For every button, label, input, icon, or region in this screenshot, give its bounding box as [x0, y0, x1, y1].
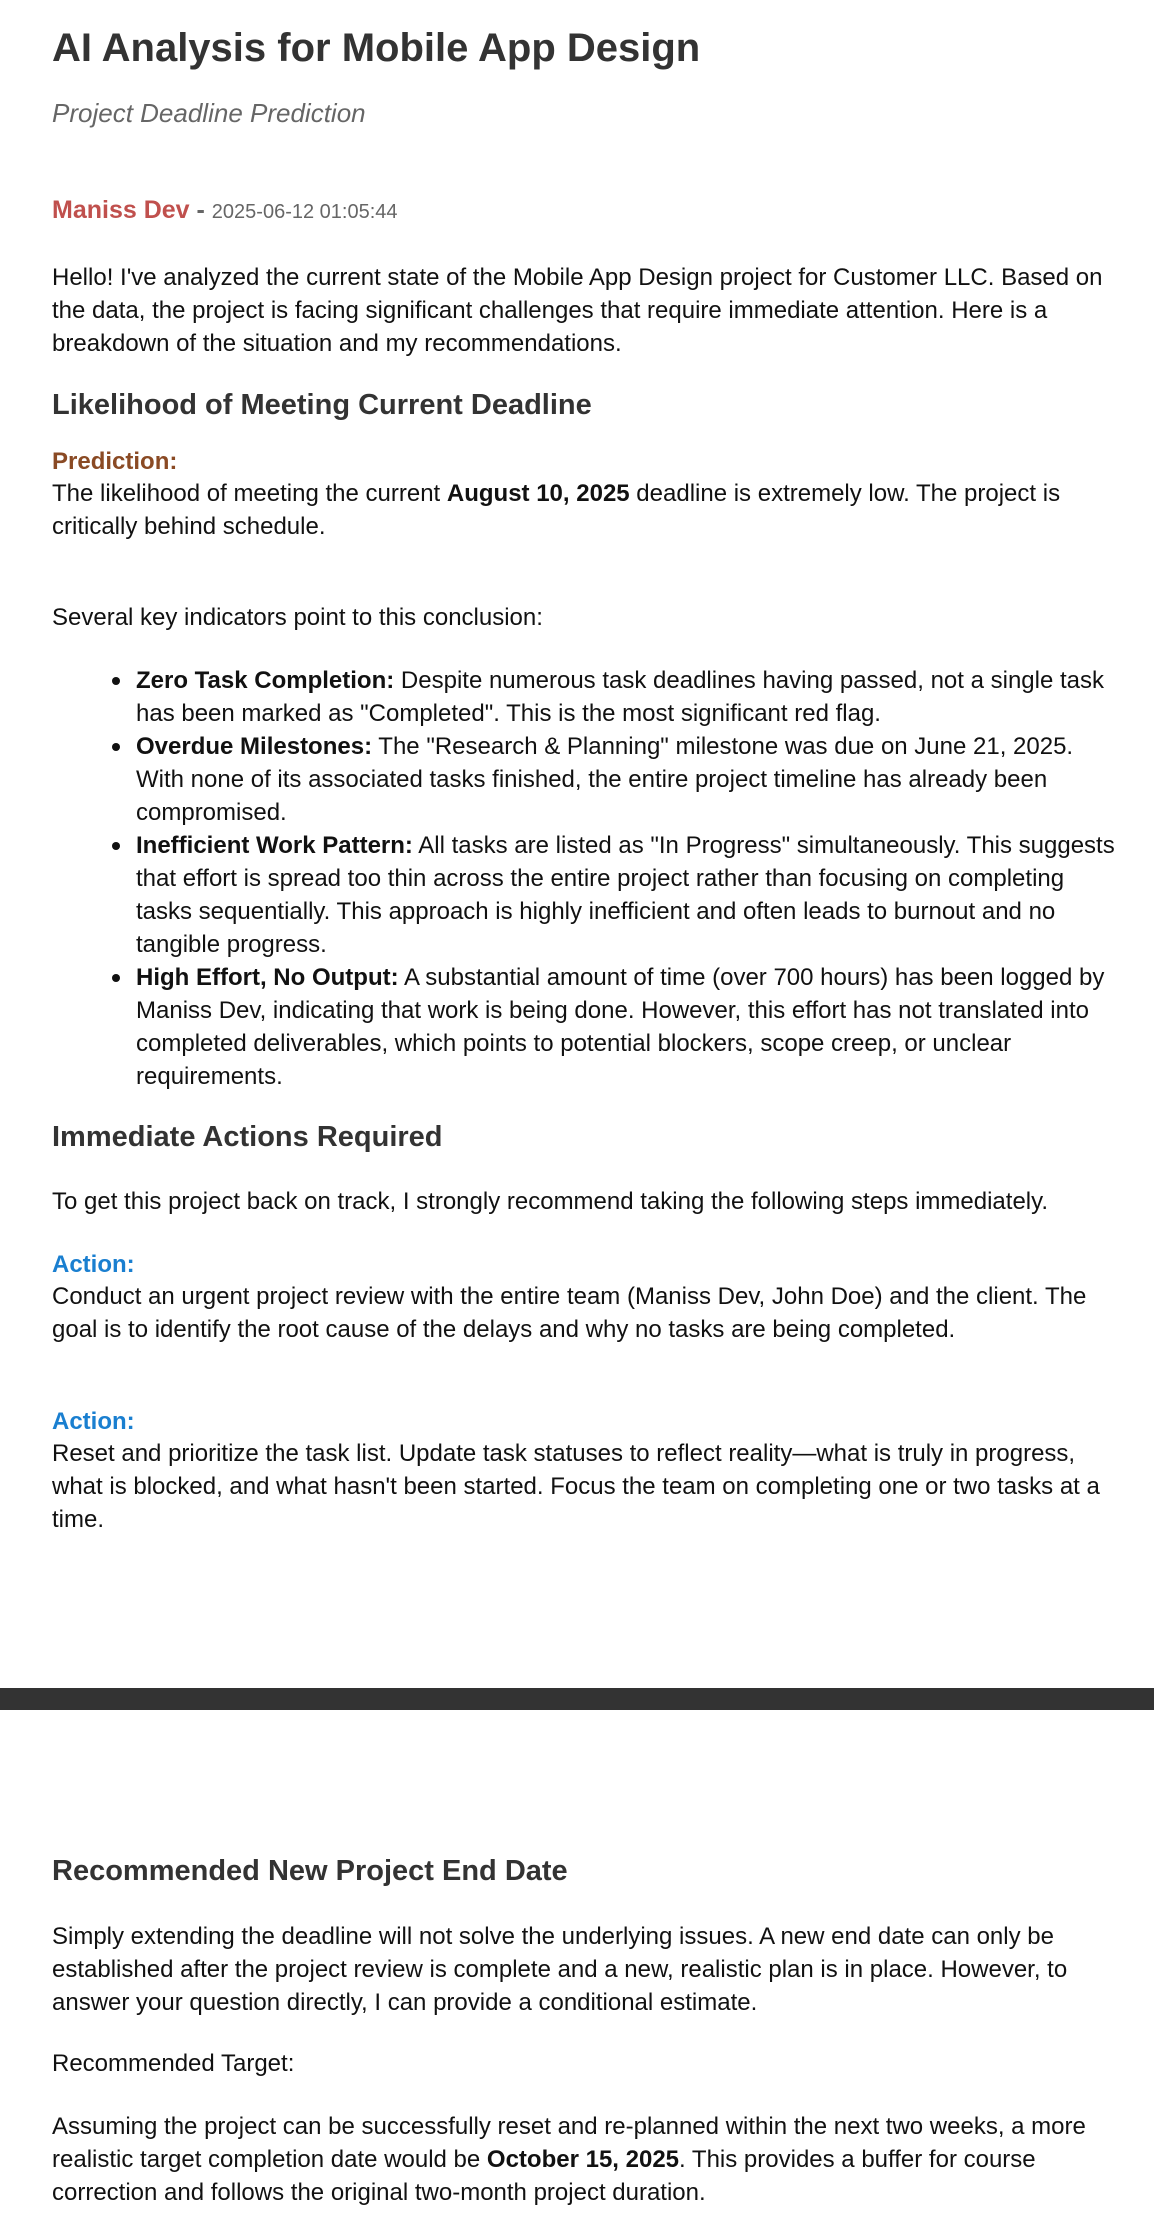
- list-item: High Effort, No Output: A substantial amount of time (over 700 hours) has been logged by Maniss Dev, indicating that work is being done. However, this effort has not translated into completed deliverables, which points to potential blockers, scope creep, or unclear requirements.: [136, 961, 1120, 1093]
- page-subtitle: Project Deadline Prediction: [52, 98, 366, 128]
- target-text: Assuming the project can be successfully reset and re-planned within the next two weeks, a more realistic target completion date would be October 15, 2025. This provides a buffer for course correction and follows the original two-month project duration.: [52, 2113, 1086, 2206]
- bullet-icon: [112, 743, 120, 751]
- indicators-list: [52, 664, 1120, 1093]
- meta-separator: -: [196, 196, 205, 224]
- bullet-icon: [112, 842, 120, 850]
- action-label: Action:: [52, 1408, 135, 1435]
- action-label: Action:: [52, 1251, 135, 1278]
- message-meta: [52, 196, 398, 225]
- list-item: Inefficient Work Pattern: All tasks are listed as "In Progress" simultaneously. This suggests that effort is spread too thin across the entire project rather than focusing on completing tasks sequentially. This approach is highly inefficient and often leads to burnout and no tangible progress.: [136, 829, 1120, 961]
- bullet-icon: [112, 974, 120, 982]
- prediction-text: The likelihood of meeting the current August 10, 2025 deadline is extremely low. The project is critically behind schedule.: [52, 480, 1061, 540]
- actions-intro: To get this project back on track, I strongly recommend taking the following steps immediately.: [52, 1188, 1049, 1215]
- author-name: Maniss Dev: [52, 196, 190, 224]
- action-text: Reset and prioritize the task list. Update task statuses to reflect reality—what is truly in progress, what is blocked, and what hasn't been started. Focus the team on completing one or two tasks at a time.: [52, 1440, 1100, 1533]
- end-date-paragraph: Simply extending the deadline will not solve the underlying issues. A new end date can only be established after the project review is complete and a new, realistic plan is in place. However, to answer your question directly, I can provide a conditional estimate.: [52, 1923, 1068, 2016]
- list-item: Zero Task Completion: Despite numerous task deadlines having passed, not a single task has been marked as "Completed". This is the most significant red flag.: [136, 664, 1120, 730]
- page-title: AI Analysis for Mobile App Design: [52, 26, 701, 70]
- indicators-intro: Several key indicators point to this conclusion:: [52, 604, 543, 631]
- likelihood-heading: Likelihood of Meeting Current Deadline: [52, 389, 592, 421]
- current-deadline-date: August 10, 2025: [446, 480, 630, 507]
- target-date: October 15, 2025: [486, 2146, 680, 2173]
- target-label: Recommended Target:: [52, 2050, 295, 2077]
- bullet-icon: [112, 677, 120, 685]
- message-timestamp: 2025-06-12 01:05:44: [211, 201, 398, 223]
- intro-paragraph: Hello! I've analyzed the current state of the Mobile App Design project for Customer LLC. Based on the data, the project is facing significant challenges that require immediate attention. Here is a breakdown of the situation and my recommendations.: [52, 264, 1103, 357]
- list-item: Overdue Milestones: The "Research & Planning" milestone was due on June 21, 2025. With none of its associated tasks finished, the entire project timeline has already been compromised.: [136, 730, 1120, 829]
- prediction-label: Prediction:: [52, 448, 178, 475]
- action-text: Conduct an urgent project review with the entire team (Maniss Dev, John Doe) and the client. The goal is to identify the root cause of the delays and why no tasks are being completed.: [52, 1283, 1087, 1343]
- end-date-heading: Recommended New Project End Date: [52, 1855, 568, 1887]
- actions-heading: Immediate Actions Required: [52, 1121, 443, 1153]
- page-divider: [0, 1688, 1154, 1710]
